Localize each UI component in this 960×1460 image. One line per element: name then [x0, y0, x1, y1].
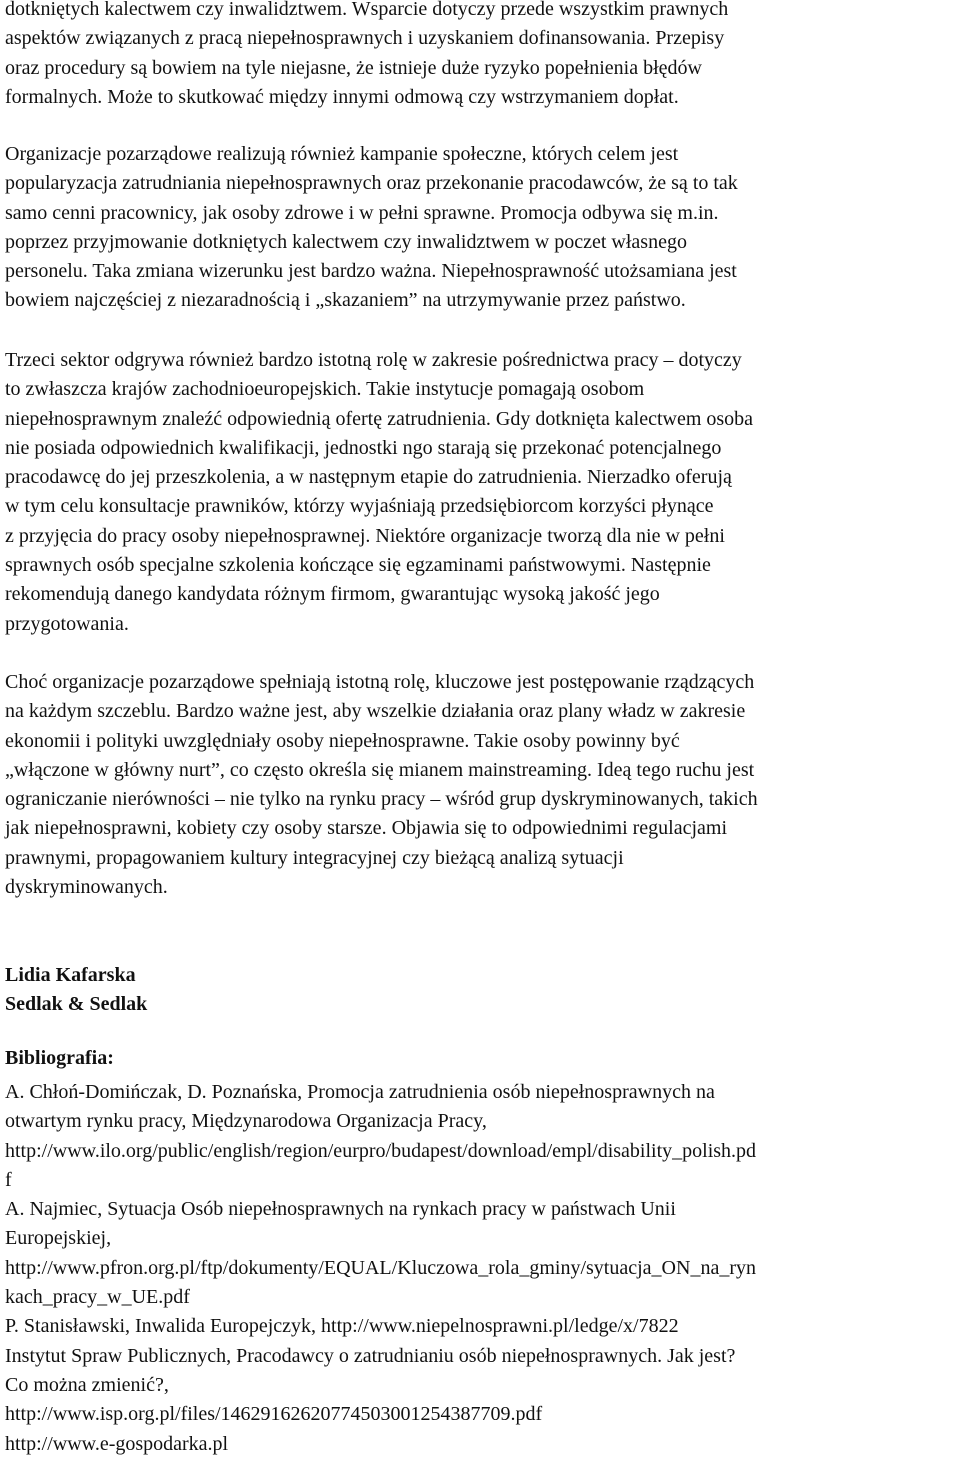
text-line: na każdym szczeblu. Bardzo ważne jest, aby wszelkie działania oraz plany władz w zakresie — [5, 700, 746, 723]
text-line: pracodawcę do jej przeszkolenia, a w następnym etapie do zatrudnienia. Nierzadko oferują — [5, 466, 732, 489]
bibliography-line: Europejskiej, — [5, 1227, 112, 1250]
text-line: jak niepełnosprawni, kobiety czy osoby starsze. Objawia się to odpowiednimi regulacjami — [5, 817, 728, 840]
text-line: przygotowania. — [5, 612, 129, 635]
bibliography-list — [5, 1078, 756, 1459]
bibliography-link[interactable]: http://www.e-gospodarka.pl — [5, 1432, 229, 1455]
text-line: Trzeci sektor odgrywa również bardzo istotną rolę w zakresie pośrednictwa pracy – dotyczy — [5, 349, 742, 371]
paragraph-4 — [5, 668, 758, 902]
bibliography-line: Instytut Spraw Publicznych, Pracodawcy o zatrudnianiu osób niepełnosprawnych. Jak jest? — [5, 1344, 736, 1367]
paragraph-2 — [5, 140, 738, 316]
text-line: ekonomii i polityki uwzględniały osoby niepełnosprawne. Takie osoby powinny być — [5, 729, 680, 752]
text-line: sprawnych osób specjalne szkolenia kończące się egzaminami państwowymi. Następnie — [5, 554, 711, 577]
text-line: rekomendują danego kandydata różnym firmom, gwarantując wysoką jakość jego — [5, 583, 660, 606]
bibliography-line: Co można zmienić?, — [5, 1373, 169, 1396]
text-line: niepełnosprawnym znaleźć odpowiednią ofertę zatrudnienia. Gdy dotknięta kalectwem osoba — [5, 407, 754, 430]
text-line: prawnymi, propagowaniem kultury integracyjnej czy bieżącą analizą sytuacji — [5, 846, 624, 869]
text-line: to zwłaszcza krajów zachodnioeuropejskich. Takie instytucje pomagają osobom — [5, 378, 645, 401]
text-line: personelu. Taka zmiana wizerunku jest bardzo ważna. Niepełnosprawność utożsamiana jest — [5, 260, 737, 283]
author-organization: Sedlak & Sedlak — [5, 993, 148, 1015]
text-line: Organizacje pozarządowe realizują również kampanie społeczne, których celem jest — [5, 143, 679, 165]
paragraph-1 — [5, 0, 728, 112]
text-line: ograniczanie nierówności – nie tylko na rynku pracy – wśród grup dyskryminowanych, takich — [5, 788, 758, 811]
bibliography-link[interactable]: http://www.isp.org.pl/files/14629162620774503001254387709.pdf — [5, 1403, 543, 1426]
text-line: Choć organizacje pozarządowe spełniają istotną rolę, kluczowe jest postępowanie rządzących — [5, 671, 755, 693]
bibliography-link[interactable]: http://www.ilo.org/public/english/region/eurpro/budapest/download/empl/disability_polish.pd — [5, 1139, 757, 1162]
text-line: aspektów związanych z pracą niepełnosprawnych i uzyskaniem dofinansowania. Przepisy — [5, 27, 725, 50]
text-line: poprzez przyjmowanie dotkniętych kalectwem czy inwalidztwem w poczet własnego — [5, 230, 687, 253]
text-line: bowiem najczęściej z niezaradnością i „skazaniem” na utrzymywanie przez państwo. — [5, 289, 686, 312]
text-line: dotkniętych kalectwem czy inwalidztwem. Wsparcie dotyczy przede wszystkim prawnych — [5, 0, 729, 20]
author-name: Lidia Kafarska — [5, 964, 136, 986]
text-line: formalnych. Może to skutkować między innymi odmową czy wstrzymaniem dopłat. — [5, 85, 679, 108]
text-line: „włączone w główny nurt”, co często określa się mianem mainstreaming. Ideą tego ruchu jest — [5, 758, 755, 781]
text-line: samo cenni pracownicy, jak osoby zdrowe i w pełni sprawne. Promocja odbywa się m.in. — [5, 201, 719, 224]
text-line: nie posiada odpowiednich kwalifikacji, jednostki ngo starają się przekonać potencjalnego — [5, 436, 722, 459]
text-line: dyskryminowanych. — [5, 876, 168, 899]
text-line: oraz procedury są bowiem na tyle niejasne, że istnieje duże ryzyko popełnienia błędów — [5, 56, 702, 79]
bibliography-line: otwartym rynku pracy, Międzynarodowa Organizacja Pracy, — [5, 1110, 487, 1133]
text-line: z przyjęcia do pracy osoby niepełnosprawnej. Niektóre organizacje tworzą dla nie w pełni — [5, 524, 725, 547]
bibliography-heading: Bibliografia: — [5, 1047, 114, 1069]
bibliography-line: P. Stanisławski, Inwalida Europejczyk, http://www.niepelnosprawni.pl/ledge/x/7822 — [5, 1315, 679, 1338]
bibliography-line: A. Najmiec, Sytuacja Osób niepełnosprawnych na rynkach pracy w państwach Unii — [5, 1198, 676, 1221]
bibliography-link[interactable]: kach_pracy_w_UE.pdf — [5, 1286, 190, 1309]
bibliography-link[interactable]: f — [5, 1168, 12, 1191]
text-line: popularyzacja zatrudniania niepełnosprawnych oraz przekonanie pracodawców, że są to tak — [5, 172, 738, 195]
bibliography-line: A. Chłoń-Domińczak, D. Poznańska, Promocja zatrudnienia osób niepełnosprawnych na — [5, 1081, 715, 1103]
text-line: w tym celu konsultacje prawników, którzy wyjaśniają przedsiębiorcom korzyści płynące — [5, 495, 714, 518]
bibliography-link[interactable]: http://www.pfron.org.pl/ftp/dokumenty/EQUAL/Kluczowa_rola_gminy/sytuacja_ON_na_ryn — [5, 1256, 756, 1279]
paragraph-3 — [5, 346, 753, 639]
